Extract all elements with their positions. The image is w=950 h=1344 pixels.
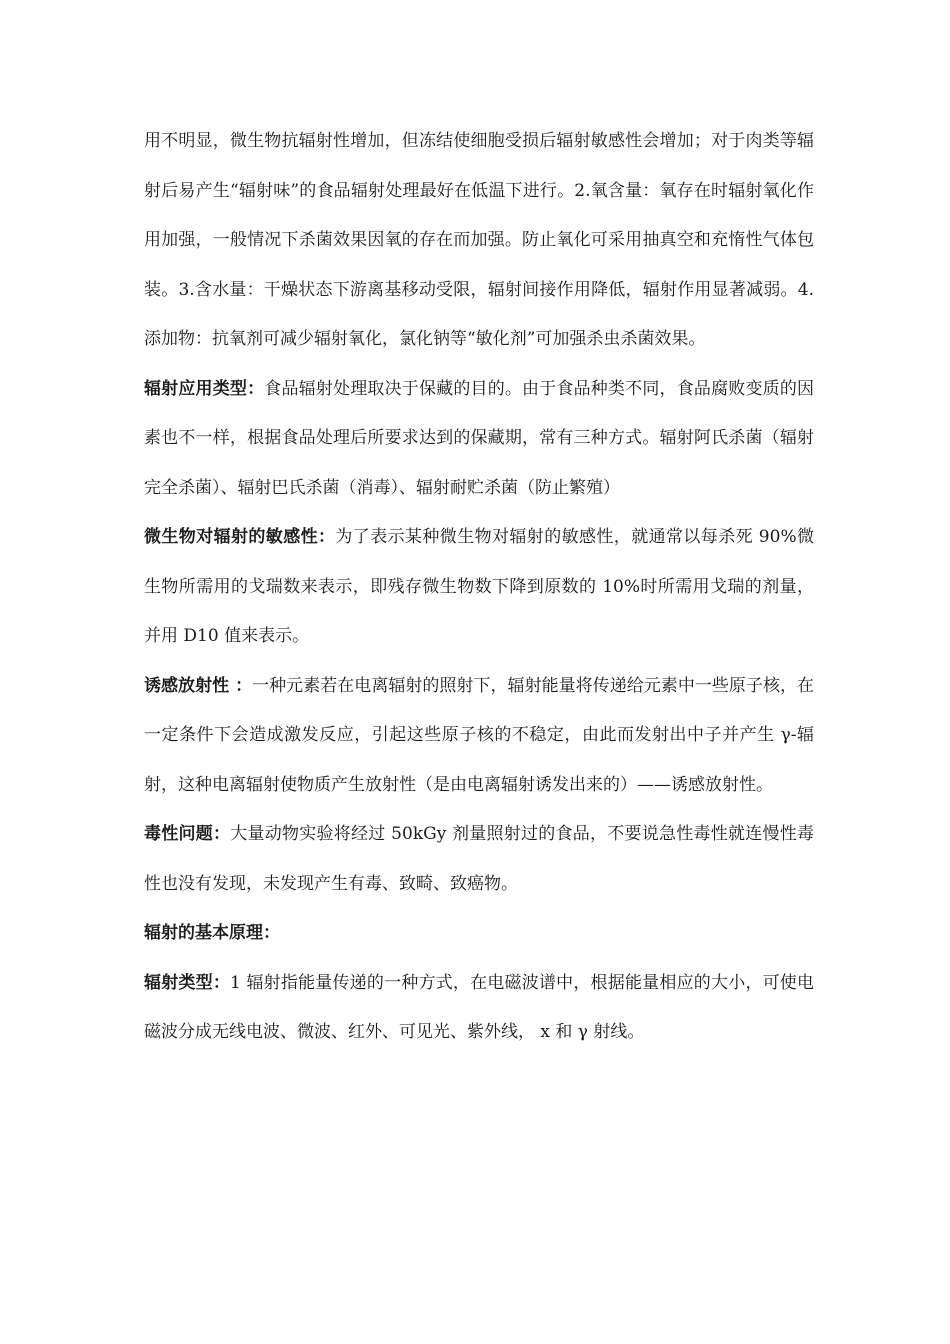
paragraph-microbe-sensitivity	[144, 513, 814, 662]
paragraph-text: 食品辐射处理取决于保藏的目的。由于食品种类不同，食品腐败变质的因素也不一样，根据食品处理后所要求达到的保藏期，常有三种方式。辐射阿氏杀菌（辐射完全杀菌）、辐射巴氏杀菌（消毒）、辐射耐贮杀菌（防止繁殖）	[144, 378, 815, 498]
paragraph-text: 用不明显，微生物抗辐射性增加，但冻结使细胞受损后辐射敏感性会增加；对于肉类等辐射后易产生“辐射味”的食品辐射处理最好在低温下进行。2.氧含量：氧存在时辐射氧化作用加强，一般情况下杀菌效果因氧的存在而加强。防止氧化可采用抽真空和充惰性气体包装。3.含水量：干燥状态下游离基移动受限，辐射间接作用降低，辐射作用显著减弱。4.添加物：抗氧剂可减少辐射氧化，氯化钠等“敏化剂”可加强杀虫杀菌效果。	[144, 131, 814, 349]
paragraph-induced-radioactivity	[144, 662, 814, 811]
section-heading-basic-principles	[144, 909, 814, 959]
document-body	[144, 117, 814, 1058]
paragraph-heading: 微生物对辐射的敏感性：	[144, 527, 336, 547]
paragraph-heading: 辐射的基本原理：	[144, 923, 280, 943]
paragraph-text: 大量动物实验将经过 50kGy 剂量照射过的食品，不要说急性毒性就连慢性毒性也没有发现，未发现产生有毒、致畸、致癌物。	[144, 824, 814, 894]
paragraph-heading: 辐射应用类型：	[144, 378, 265, 399]
paragraph-text: 1 辐射指能量传递的一种方式，在电磁波谱中，根据能量相应的大小，可使电磁波分成无线电波、微波、红外、可见光、紫外线， x 和 γ 射线。	[144, 972, 815, 1042]
paragraph-heading: 诱感放射性 ：	[144, 675, 253, 696]
paragraph-radiation-types	[144, 959, 814, 1058]
paragraph-storage-factors	[144, 117, 814, 365]
paragraph-heading: 毒性问题：	[144, 824, 231, 844]
paragraph-text: 一种元素若在电离辐射的照射下，辐射能量将传递给元素中一些原子核，在一定条件下会造成激发反应，引起这些原子核的不稳定，由此而发射出中子并产生 γ-辐射，这种电离辐射使物质产生放射性（是由电离辐射诱发出来的）——诱感放射性。	[144, 675, 815, 795]
paragraph-text: 为了表示某种微生物对辐射的敏感性，就通常以每杀死 90%微生物所需用的戈瑞数来表示，即残存微生物数下降到原数的 10%时所需用戈瑞的剂量，并用 D10 值来表示。	[144, 527, 814, 646]
paragraph-toxicity	[144, 810, 814, 909]
paragraph-heading: 辐射类型：	[144, 972, 231, 993]
paragraph-application-types	[144, 365, 814, 514]
